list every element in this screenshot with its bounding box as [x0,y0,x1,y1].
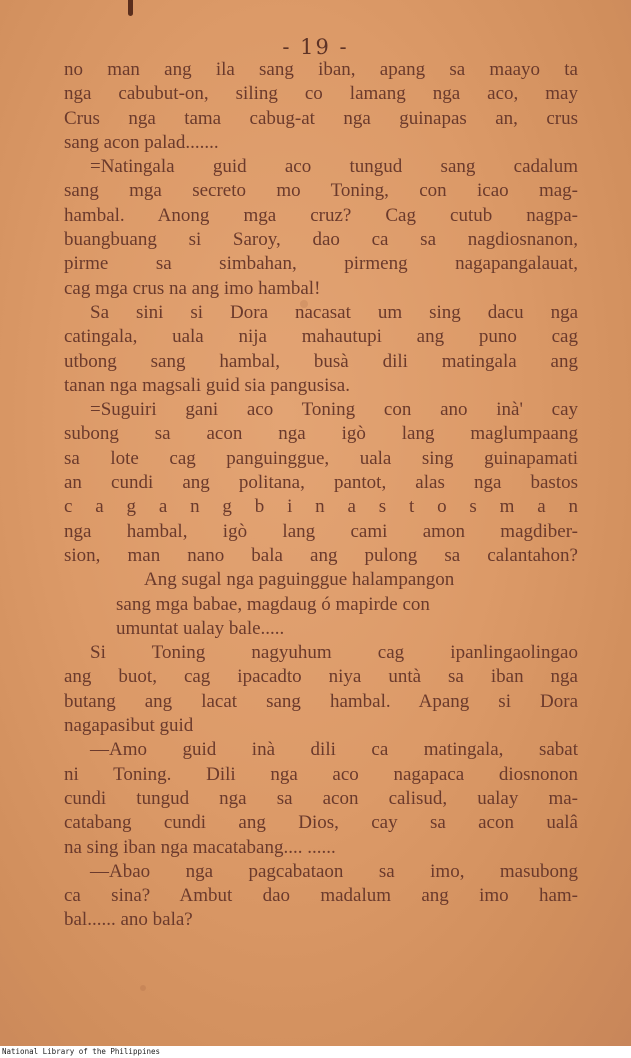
text-line: catabang cundi ang Dios, cay sa acon ualâ [64,812,578,834]
text-line: sang mga babae, magdaug ó mapirde con [116,593,430,615]
text-line: —Abao nga pagcabataon sa imo, masubong [90,860,578,882]
text-line: utbong sang hambal, busà dili matingala ang [64,350,578,372]
text-line: umuntat ualay bale..... [116,617,285,639]
text-line: no man ang ila sang iban, apang sa maayo ta [64,59,578,80]
text-line: Si Toning nagyuhum cag ipanlingaolingao [90,642,578,664]
text-line: Crus nga tama cabug-at nga guinapas an, crus [64,107,578,129]
text-line: subong sa acon nga igò lang maglumpaang [64,423,578,445]
text-line: sion, man nano bala ang pulong sa calantahon? [64,544,578,566]
text-line: Ang sugal nga paguinggue halampangon [144,569,455,591]
text-line: nga hambal, igò lang cami amon magdiber- [64,520,578,542]
text-line: pirme sa simbahan, pirmeng nagapangalauat, [64,253,578,275]
text-line: c a g a n g b i n a s t o s m a n [64,496,578,518]
text-line: tanan nga magsali guid sia pangusisa. [64,374,350,396]
text-line: —Amo guid inà dili ca matingala, sabat [90,739,578,761]
text-line: na sing iban nga macatabang.... ...... [64,836,336,858]
text-line: =Suguiri gani aco Toning con ano inà' cay [90,399,578,421]
text-line: bal...... ano bala? [64,909,193,931]
text-line: catingala, uala nija mahautupi ang puno cag [64,326,578,348]
text-line: =Natingala guid aco tungud sang cadalum [90,156,578,178]
text-line: ang buot, cag ipacadto niya untà sa iban nga [64,666,578,688]
page-number: - 19 - [282,35,349,59]
ink-spot [140,985,146,991]
text-line: ni Toning. Dili nga aco nagapaca diosnonon [64,763,578,785]
text-line: nga cabubut-on, siling co lamang nga aco, may [64,83,578,105]
text-line: hambal. Anong mga cruz? Cag cutub nagpa- [64,204,578,226]
text-line: cag mga crus na ang imo hambal! [64,277,321,299]
text-line: an cundi ang politana, pantot, alas nga bastos [64,472,578,494]
text-line: sang acon palad....... [64,131,219,153]
library-credit: National Library of the Philippines [2,1047,161,1056]
text-line: cundi tungud nga sa acon calisud, ualay ma- [64,787,578,809]
text-line: sang mga secreto mo Toning, con icao mag- [64,180,578,202]
text-line: nagapasibut guid [64,715,194,737]
text-line: buangbuang si Saroy, dao ca sa nagdiosnanon, [64,229,578,251]
binding-mark [128,0,133,16]
page-body-text [64,58,578,933]
text-line: ca sina? Ambut dao madalum ang imo ham- [64,885,578,907]
text-line: butang ang lacat sang hambal. Apang si Dora [64,690,578,712]
text-line: Sa sini si Dora nacasat um sing dacu nga [90,301,578,323]
text-line: sa lote cag panguinggue, uala sing guinapamati [64,447,578,469]
footer-bar [0,1046,631,1058]
